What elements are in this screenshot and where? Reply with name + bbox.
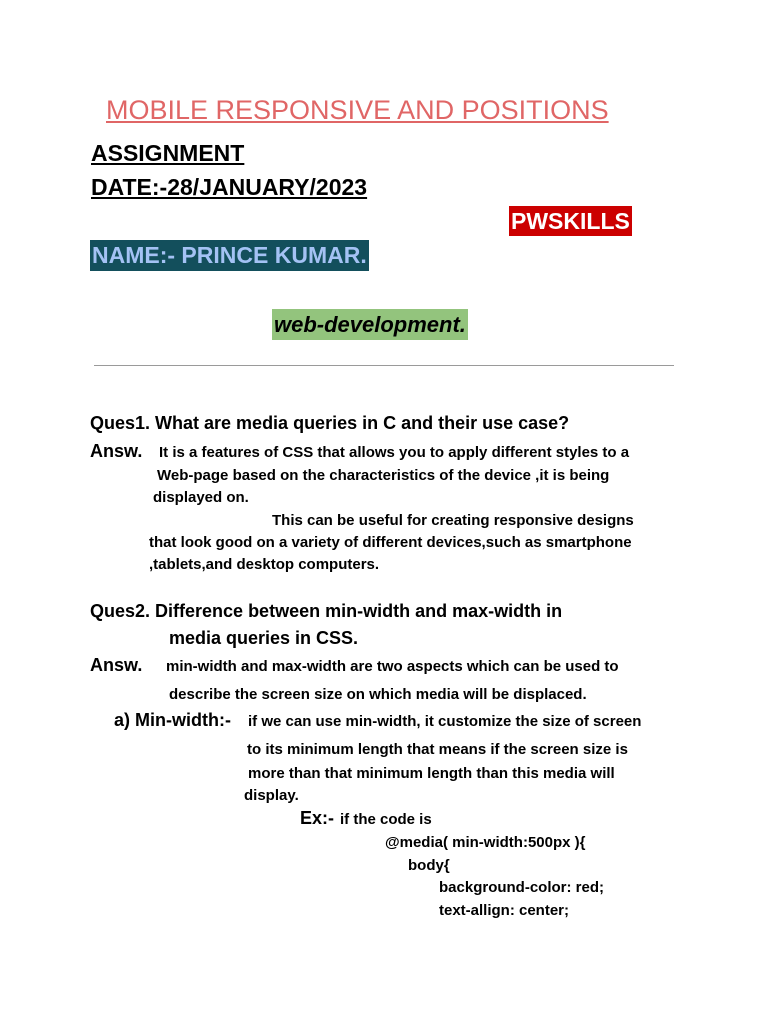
code-line: @media( min-width:500px ){ <box>385 834 586 851</box>
answer-2-label: Answ. <box>90 655 143 675</box>
min-width-line: if we can use min-width, it customize the size of screen <box>248 713 642 730</box>
min-width-line: to its minimum length that means if the screen size is <box>247 741 628 758</box>
answer-1-line: that look good on a variety of different devices,such as smartphone <box>149 534 632 551</box>
assignment-heading: ASSIGNMENT <box>91 140 245 166</box>
code-line: text-allign: center; <box>439 902 570 919</box>
question-2-line: Ques2. Difference between min-width and max-width in <box>90 601 563 621</box>
min-width-label: a) Min-width:- <box>114 710 231 730</box>
question-1: Ques1. What are media queries in C and their use case? <box>90 413 570 433</box>
min-width-line: more than that minimum length than this media will <box>248 765 615 782</box>
answer-1-line: It is a features of CSS that allows you to apply different styles to a <box>159 444 630 461</box>
answer-2-line: describe the screen size on which media will be displaced. <box>169 686 587 703</box>
answer-1-line: Web-page based on the characteristics of the device ,it is being <box>157 467 610 484</box>
document-title: MOBILE RESPONSIVE AND POSITIONS <box>106 95 609 125</box>
answer-2-line: min-width and max-width are two aspects which can be used to <box>166 658 619 675</box>
answer-1-line: displayed on. <box>153 489 249 506</box>
brand-badge: PWSKILLS <box>511 208 630 234</box>
assignment-date: DATE:-28/JANUARY/2023 <box>91 174 368 200</box>
example-label: Ex:- <box>300 808 335 828</box>
subject-field: web-development. <box>272 309 468 340</box>
code-line: background-color: red; <box>439 879 605 896</box>
example-text: if the code is <box>340 811 432 828</box>
answer-1-line: ,tablets,and desktop computers. <box>149 556 380 573</box>
author-name: NAME:- PRINCE KUMAR. <box>90 240 369 271</box>
min-width-line: display. <box>244 787 299 804</box>
answer-1-line: This can be useful for creating responsive designs <box>272 512 634 529</box>
question-2-line: media queries in CSS. <box>169 628 359 648</box>
answer-1-label: Answ. <box>90 441 143 461</box>
code-line: body{ <box>408 857 450 874</box>
section-divider <box>94 365 674 366</box>
